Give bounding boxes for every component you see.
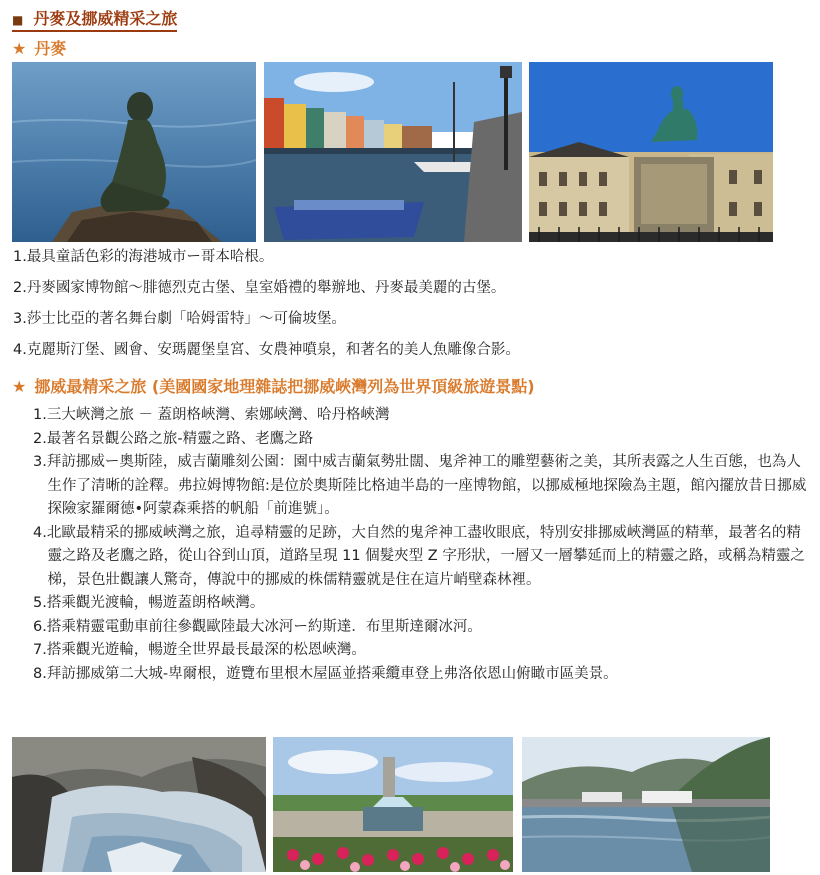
norway-heading-text: 挪威最精采之旅 (美國國家地理雜誌把挪威峽灣列為世界頂級旅遊景點)	[34, 377, 535, 396]
list-item: 3.莎士比亞的著名舞台劇「哈姆雷特」～可倫坡堡。	[13, 311, 346, 327]
norway-heading	[12, 374, 535, 397]
list-item: 2.丹麥國家博物館～腓德烈克古堡、皇室婚禮的舉辦地、丹麥最美麗的古堡。	[13, 280, 506, 296]
page-title-text: 丹麥及挪威精采之旅	[33, 9, 178, 28]
nyhavn-photo	[264, 62, 522, 242]
denmark-heading	[12, 36, 66, 59]
list-item: 5.搭乘觀光渡輪，暢遊蓋朗格峽灣。	[33, 595, 265, 611]
norway-list	[33, 404, 808, 686]
list-item: 2.最著名景觀公路之旅-精靈之路、老鷹之路	[33, 430, 314, 447]
little-mermaid-photo	[12, 62, 256, 242]
amalienborg-photo	[529, 62, 773, 242]
list-item: 1.三大峽灣之旅 － 蓋朗格峽灣、索娜峽灣、哈丹格峽灣	[33, 407, 390, 423]
vigeland-park-photo	[273, 737, 513, 872]
list-item: 4.北歐最精采的挪威峽灣之旅，追尋精靈的足跡，大自然的鬼斧神工盡收眼底，特別安排挪威峽灣區的精華，最著名的精靈之路及老鷹之路，從山谷到山頂，道路呈現 11 個髮夾型 Z 字形狀，一層又一層攀延而上的精靈之路，或稱為精靈之梯，景色壯觀讓人驚奇，傳說中的挪威的株儒精靈就是住在這片峭壁森林裡。	[33, 524, 805, 588]
list-item: 6.搭乘精靈電動車前往參觀歐陸最大冰河ー約斯達．布里斯達爾冰河。	[33, 618, 482, 635]
title-marker-icon: ■	[12, 13, 24, 27]
fjord-harbor-photo	[522, 737, 770, 872]
denmark-list	[13, 247, 813, 371]
star-icon: ★	[12, 377, 27, 396]
denmark-heading-text: 丹麥	[34, 39, 67, 58]
list-item: 1.最具童話色彩的海港城市ー哥本哈根。	[13, 249, 274, 265]
list-item: 4.克麗斯汀堡、國會、安瑪麗堡皇宮、女農神噴泉，和著名的美人魚雕像合影。	[13, 342, 520, 358]
list-item: 7.搭乘觀光遊輪，暢遊全世界最長最深的松恩峽灣。	[33, 642, 366, 658]
list-item: 8.拜訪挪威第二大城-卑爾根，遊覽布里根木屋區並搭乘纜車登上弗洛依恩山俯瞰市區美景。	[33, 665, 618, 682]
list-item: 3.拜訪挪威ー奧斯陸，威吉蘭雕刻公園：園中威吉蘭氣勢壯闊、鬼斧神工的雕塑藝術之美，其所表露之人生百態，也為人生作了清晰的詮釋。弗拉姆博物館:是位於奧斯陸比格迪半島的一座博物館，以挪威極地探險為主題，館內擺放昔日挪威探險家羅爾德•阿蒙森乘搭的帆船「前進號」。	[33, 454, 807, 517]
page-title	[12, 6, 177, 32]
star-icon: ★	[12, 39, 27, 58]
glacier-photo	[12, 737, 266, 872]
